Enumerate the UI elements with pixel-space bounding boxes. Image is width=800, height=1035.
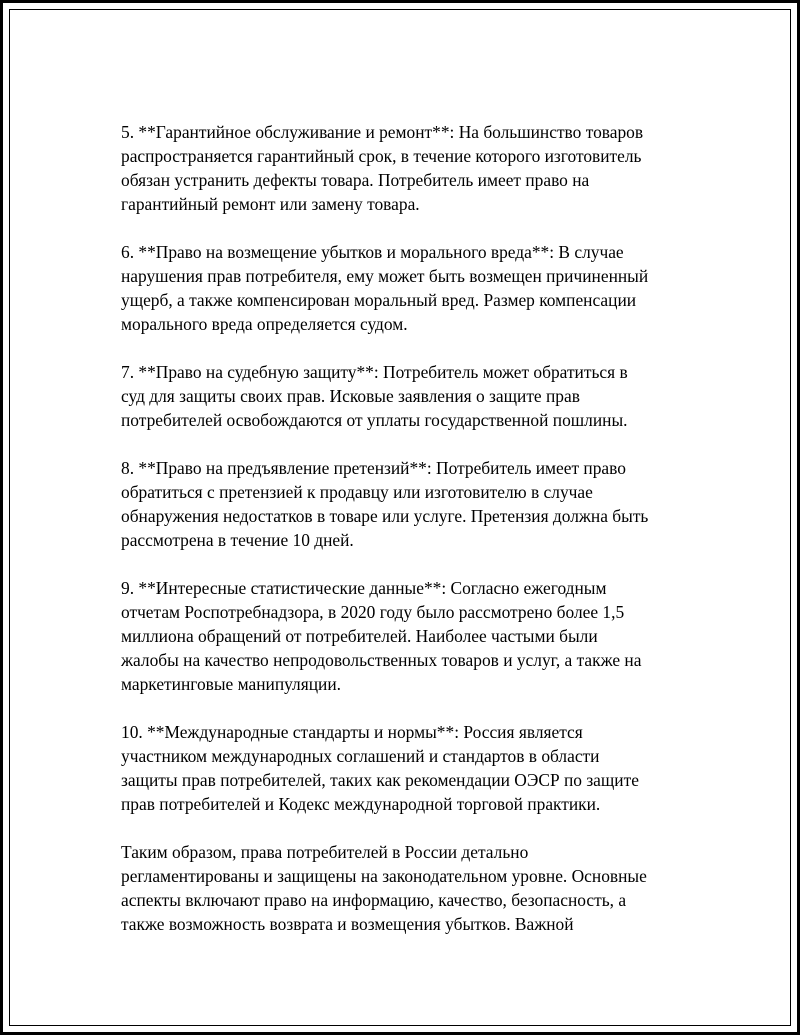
paragraph-international-standards bbox=[121, 720, 701, 816]
text-line: защиты прав потребителей, таких как рекомендации ОЭСР по защите bbox=[121, 770, 639, 790]
text-line: отчетам Роспотребнадзора, в 2020 году было рассмотрено более 1,5 bbox=[121, 602, 625, 622]
text-line: прав потребителей и Кодекс международной торговой практики. bbox=[121, 794, 601, 814]
text-line: обязан устранить дефекты товара. Потребитель имеет право на bbox=[121, 170, 590, 190]
text-line: регламентированы и защищены на законодательном уровне. Основные bbox=[121, 866, 647, 886]
text-line: участником международных соглашений и стандартов в области bbox=[121, 746, 600, 766]
text-line: миллиона обращений от потребителей. Наиболее частыми были bbox=[121, 626, 598, 646]
paragraph-damages bbox=[121, 240, 701, 336]
text-line: суд для защиты своих прав. Исковые заявления о защите прав bbox=[121, 386, 580, 406]
text-line: также возможность возврата и возмещения убытков. Важной bbox=[121, 914, 574, 934]
paragraph-statistics bbox=[121, 576, 701, 696]
paragraph-conclusion bbox=[121, 840, 701, 936]
text-line: морального вреда определяется судом. bbox=[121, 314, 408, 334]
paragraph-warranty bbox=[121, 120, 701, 216]
text-line: 8. **Право на предъявление претензий**: Потребитель имеет право bbox=[121, 458, 626, 478]
paragraph-claims bbox=[121, 456, 701, 552]
text-line: рассмотрена в течение 10 дней. bbox=[121, 530, 354, 550]
document-body bbox=[121, 120, 701, 960]
paragraph-judicial-protection bbox=[121, 360, 701, 432]
text-line: обратиться с претензией к продавцу или изготовителю в случае bbox=[121, 482, 593, 502]
text-line: нарушения прав потребителя, ему может быть возмещен причиненный bbox=[121, 266, 649, 286]
text-line: ущерб, а также компенсирован моральный вред. Размер компенсации bbox=[121, 290, 637, 310]
text-line: аспекты включают право на информацию, качество, безопасность, а bbox=[121, 890, 627, 910]
text-line: обнаружения недостатков в товаре или услуге. Претензия должна быть bbox=[121, 506, 649, 526]
text-line: 6. **Право на возмещение убытков и морального вреда**: В случае bbox=[121, 242, 624, 262]
text-line: распространяется гарантийный срок, в течение которого изготовитель bbox=[121, 146, 642, 166]
text-line: Таким образом, права потребителей в России детально bbox=[121, 842, 529, 862]
text-line: маркетинговые манипуляции. bbox=[121, 674, 342, 694]
text-line: 5. **Гарантийное обслуживание и ремонт**: На большинство товаров bbox=[121, 122, 644, 142]
text-line: потребителей освобождаются от уплаты государственной пошлины. bbox=[121, 410, 628, 430]
text-line: 10. **Международные стандарты и нормы**: Россия является bbox=[121, 722, 583, 742]
text-line: 7. **Право на судебную защиту**: Потребитель может обратиться в bbox=[121, 362, 628, 382]
text-line: гарантийный ремонт или замену товара. bbox=[121, 194, 420, 214]
text-line: жалобы на качество непродовольственных товаров и услуг, а также на bbox=[121, 650, 642, 670]
text-line: 9. **Интересные статистические данные**: Согласно ежегодным bbox=[121, 578, 607, 598]
